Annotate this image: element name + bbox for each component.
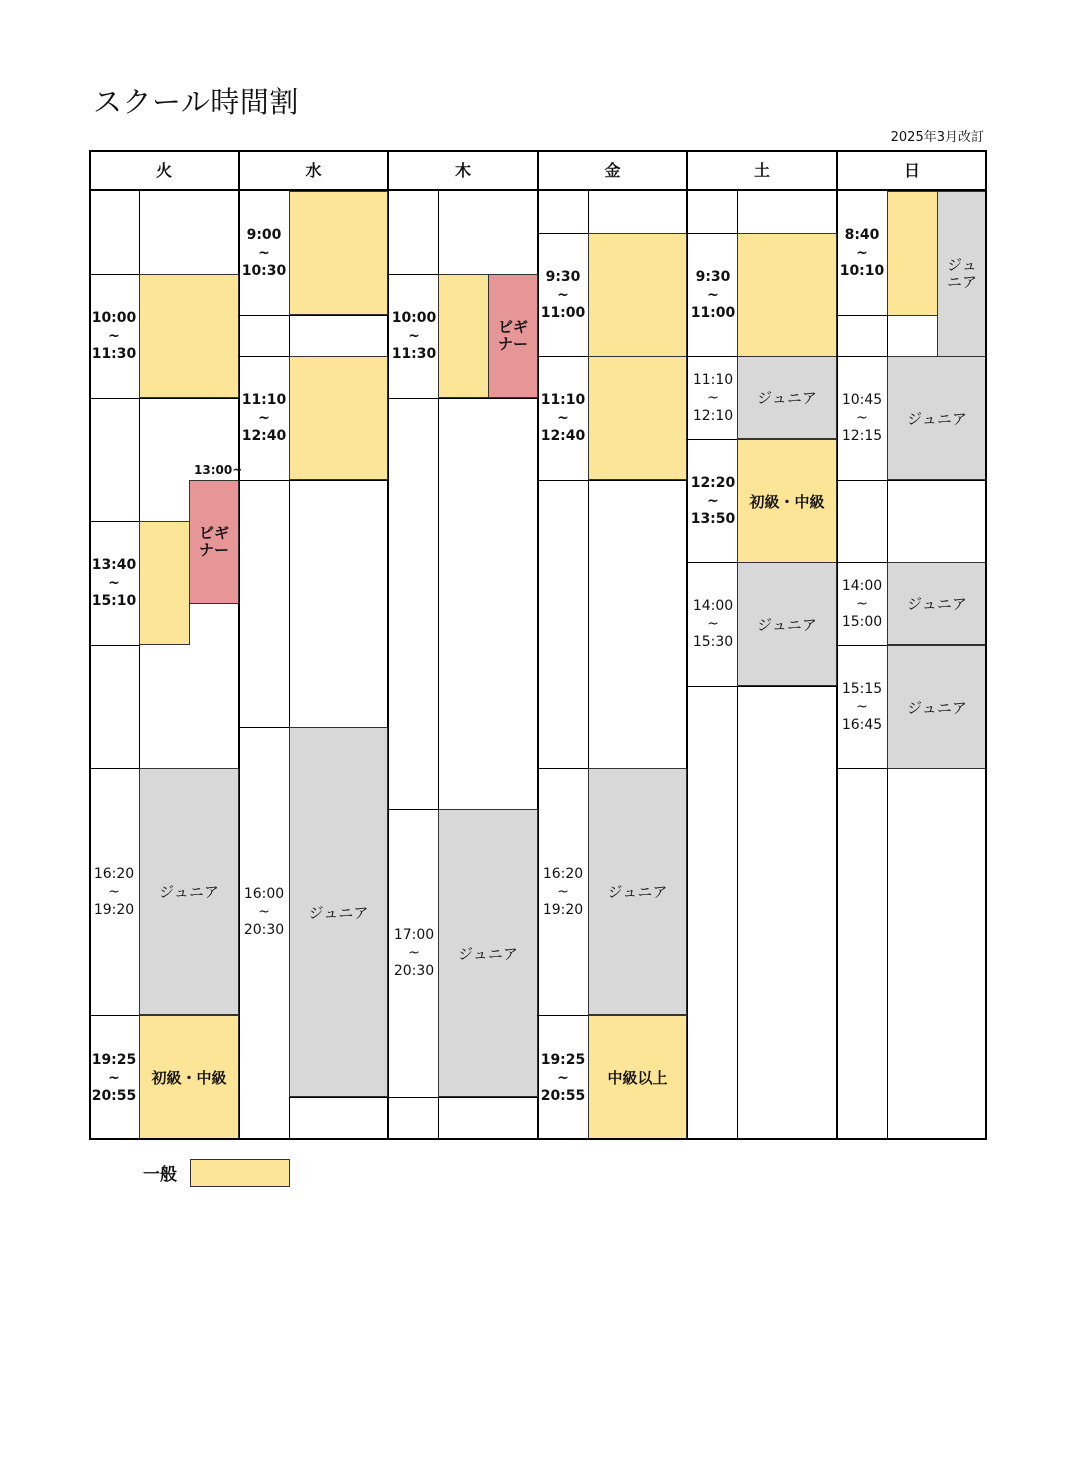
day-header-sun: 日 xyxy=(903,161,920,180)
time-slot: 14:00 ~ 15:00 xyxy=(841,577,883,630)
day-header-sat: 土 xyxy=(753,161,770,180)
class-block-general[interactable] xyxy=(139,274,239,398)
row-divider xyxy=(387,398,537,399)
class-block-general[interactable] xyxy=(887,191,938,316)
time-slot: 16:20 ~ 19:20 xyxy=(542,865,584,918)
day-header-thu: 木 xyxy=(454,161,471,180)
class-block-junior[interactable]: ジュニア xyxy=(139,768,239,1015)
class-block-general[interactable] xyxy=(289,191,388,315)
row-divider xyxy=(238,480,387,481)
time-slot: 9:00 ~ 10:30 xyxy=(241,227,287,279)
class-block-general[interactable] xyxy=(588,233,687,357)
class-block-junior[interactable]: ジュニア xyxy=(737,562,837,686)
class-block-general[interactable]: 初級・中級 xyxy=(139,1015,239,1140)
time-slot: 12:20 ~ 13:50 xyxy=(690,474,736,527)
class-block-junior[interactable]: ジュニア xyxy=(887,356,987,480)
class-block-general[interactable] xyxy=(438,274,489,398)
class-block-junior[interactable]: ジュニア xyxy=(438,809,538,1097)
time-slot: 9:30 ~ 11:00 xyxy=(690,268,736,321)
row-divider xyxy=(836,480,987,481)
legend-label: 一般 xyxy=(143,1165,177,1185)
class-block-general[interactable]: 初級・中級 xyxy=(737,439,837,563)
time-slot: 11:10 ~ 12:10 xyxy=(692,371,734,424)
time-slot: 10:45 ~ 12:15 xyxy=(841,392,883,444)
revision-date: 2025年3月改訂 xyxy=(890,130,984,145)
time-slot: 19:25 ~ 20:55 xyxy=(540,1051,586,1104)
class-block-beginner[interactable]: ビギ ナー xyxy=(189,480,239,604)
row-divider xyxy=(238,315,387,316)
time-slot: 19:25 ~ 20:55 xyxy=(91,1051,137,1104)
class-block-junior[interactable]: ジュニア xyxy=(289,727,388,1097)
time-slot: 16:00 ~ 20:30 xyxy=(243,886,285,938)
time-label: 13:00~ xyxy=(194,463,243,477)
class-block-junior[interactable]: ジュニア xyxy=(737,356,837,439)
class-block-general[interactable] xyxy=(737,233,837,357)
day-header-tue: 火 xyxy=(155,161,172,180)
class-block-general[interactable] xyxy=(289,356,388,480)
time-slot: 17:00 ~ 20:30 xyxy=(393,927,435,979)
class-block-general[interactable] xyxy=(588,356,687,480)
page-title: スクール時間割 xyxy=(93,85,299,119)
row-divider xyxy=(289,1097,387,1098)
time-slot: 15:15 ~ 16:45 xyxy=(841,680,883,733)
class-block-general[interactable] xyxy=(139,521,190,645)
row-divider xyxy=(537,480,686,481)
time-slot: 13:40 ~ 15:10 xyxy=(91,557,137,609)
class-block-junior[interactable]: ジュニア xyxy=(887,562,987,645)
class-block-general[interactable]: 中級以上 xyxy=(588,1015,687,1140)
day-header-wed: 水 xyxy=(305,161,322,180)
timetable xyxy=(89,150,987,1140)
time-slot: 11:10 ~ 12:40 xyxy=(540,392,586,444)
legend-swatch-general xyxy=(190,1159,290,1187)
class-block-beginner[interactable]: ビギ ナー xyxy=(488,274,538,398)
day-header-fri: 金 xyxy=(604,161,621,180)
time-slot: 10:00 ~ 11:30 xyxy=(91,310,137,362)
class-block-junior[interactable]: ジュ ニア xyxy=(937,191,987,357)
row-divider xyxy=(387,1097,537,1098)
row-divider xyxy=(89,398,238,399)
row-divider xyxy=(686,686,836,687)
time-slot: 8:40 ~ 10:10 xyxy=(839,227,885,279)
class-block-junior[interactable]: ジュニア xyxy=(588,768,687,1015)
time-slot: 9:30 ~ 11:00 xyxy=(540,268,586,321)
time-slot: 11:10 ~ 12:40 xyxy=(241,392,287,444)
time-slot: 16:20 ~ 19:20 xyxy=(93,865,135,918)
time-slot: 14:00 ~ 15:30 xyxy=(692,598,734,650)
row-divider xyxy=(89,645,139,646)
time-slot: 10:00 ~ 11:30 xyxy=(391,310,437,362)
class-block-junior[interactable]: ジュニア xyxy=(887,645,987,769)
